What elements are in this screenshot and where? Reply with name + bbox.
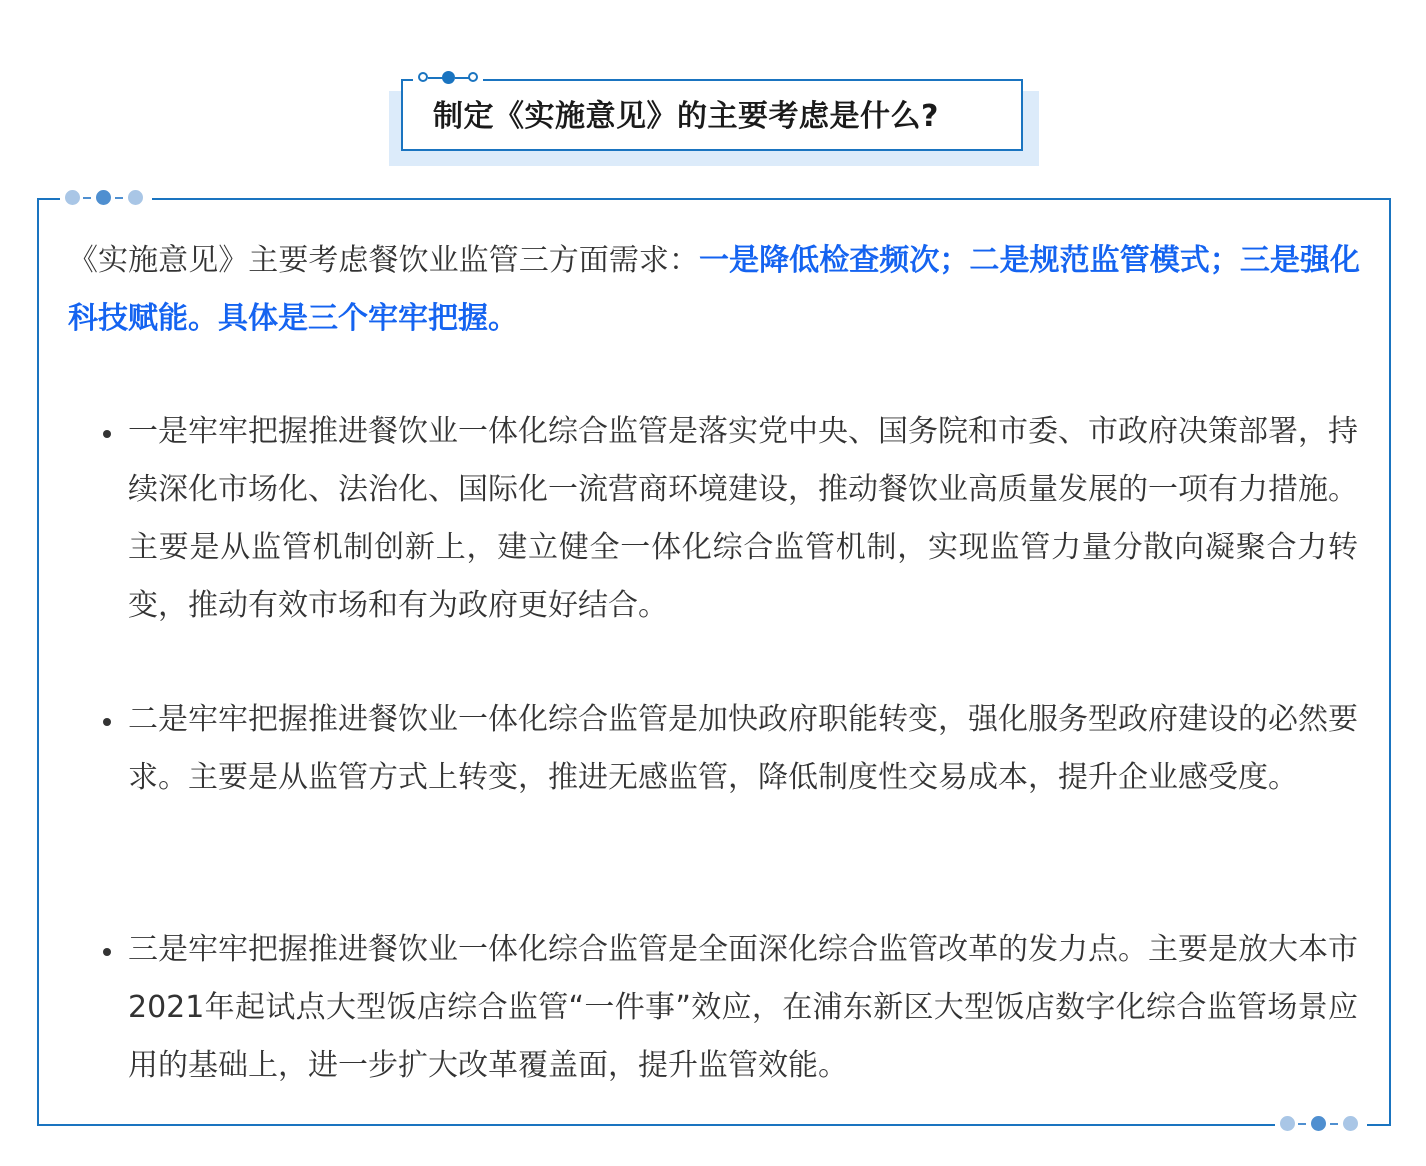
list-item: 二是牢牢把握推进餐饮业一体化综合监管是加快政府职能转变，强化服务型政府建设的必然要求。主要是从监管方式上转变，推进无感监管，降低制度性交易成本，提升企业感受度。: [128, 702, 1358, 795]
list-item: 一是牢牢把握推进餐饮业一体化综合监管是落实党中央、国务院和市委、市政府决策部署，持续深化市场化、法治化、国际化一流营商环境建设，推动餐饮业高质量发展的一项有力措施。主要是从监管机制创新上，建立健全一体化综合监管机制，实现监管力量分散向凝聚合力转变，推动有效市场和有为政府更好结合。: [128, 414, 1358, 623]
list-item: 三是牢牢把握推进餐饮业一体化综合监管是全面深化综合监管改革的发力点。主要是放大本市2021年起试点大型饭店综合监管“一件事”效应，在浦东新区大型饭店数字化综合监管场景应用的基础上，进一步扩大改革覆盖面，提升监管效能。: [128, 932, 1358, 1083]
title-box: [401, 79, 1023, 151]
light-dot-icon: [128, 190, 143, 205]
hollow-dot-icon: [418, 72, 428, 82]
intro-prefix: 《实施意见》主要考虑餐饮业监管三方面需求：: [68, 243, 699, 278]
light-dot-icon: [65, 190, 80, 205]
frame-dots-bottom-right: [1275, 1114, 1367, 1134]
bullet-dot-icon: [103, 718, 111, 726]
title-dots-decoration: [413, 70, 483, 88]
intro-paragraph: [68, 232, 1360, 348]
frame-dots-top-left: [60, 188, 152, 208]
dot-dash: [1330, 1123, 1338, 1125]
dot-dash: [1298, 1123, 1306, 1125]
dot-connector: [428, 77, 443, 79]
bullet-dot-icon: [103, 430, 111, 438]
page-title: 制定《实施意见》的主要考虑是什么?: [433, 99, 939, 134]
dot-dash: [115, 197, 123, 199]
dot-connector: [455, 77, 469, 79]
mid-dot-icon: [96, 190, 111, 205]
light-dot-icon: [1280, 1116, 1295, 1131]
mid-dot-icon: [1311, 1116, 1326, 1131]
filled-dot-icon: [442, 71, 455, 84]
light-dot-icon: [1343, 1116, 1358, 1131]
dot-dash: [83, 197, 91, 199]
bullet-dot-icon: [103, 948, 111, 956]
hollow-dot-icon: [468, 72, 478, 82]
intro-highlight: 一是降低检查频次；二是规范监管模式；三是强化科技赋能。具体是三个牢牢把握。: [68, 243, 1360, 336]
